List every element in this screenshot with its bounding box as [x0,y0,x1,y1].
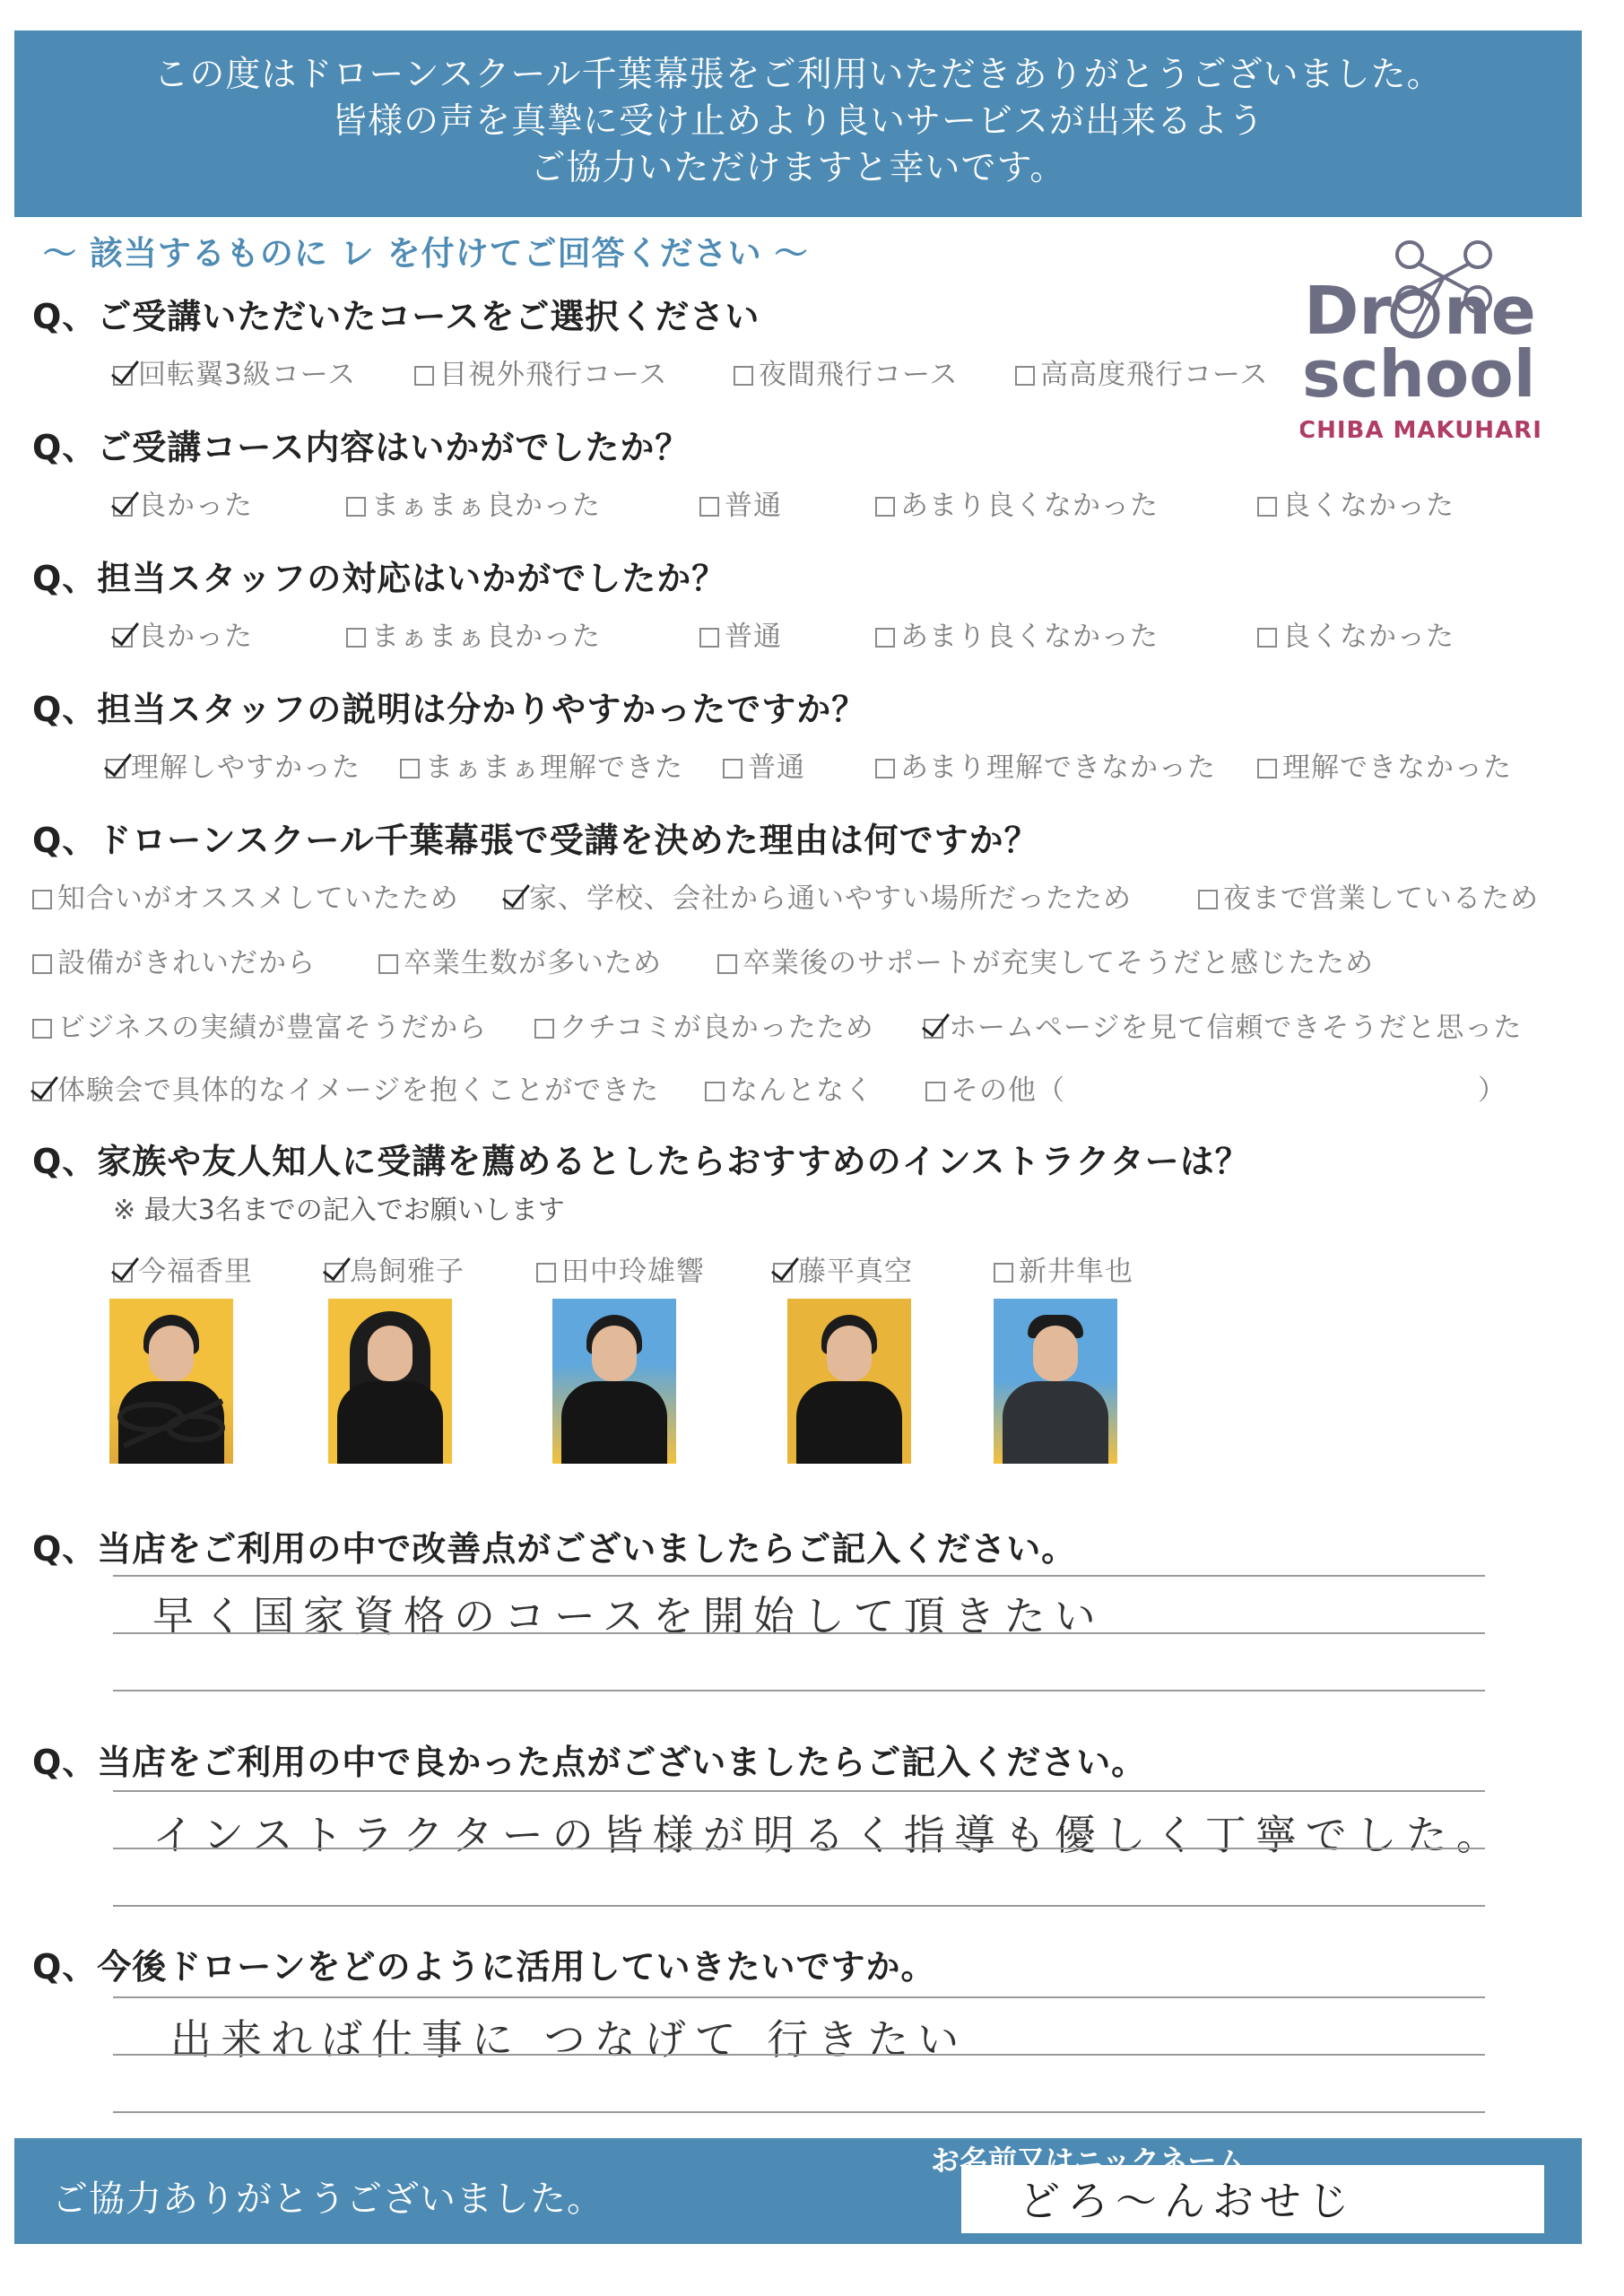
instructor-photo [552,1299,676,1464]
q3-option-label: 良くなかった [1282,621,1455,653]
instructor-name: 今福香里 [138,1256,253,1288]
q2-option-label: 普通 [725,490,782,522]
q3-checkbox[interactable] [1257,628,1277,648]
name-label: お名前又はニックネーム [931,2144,1246,2178]
q5-checkbox[interactable] [534,1019,554,1039]
instructor-option[interactable] [325,1248,465,1289]
answer-line [113,2054,1485,2056]
drone-logo-icon [1300,235,1542,450]
instructor-checkbox[interactable] [325,1263,344,1283]
answer-line [113,1690,1485,1692]
q5-option-label: 体験会で具体的なイメージを抱くことができた [57,1074,660,1107]
q3-checkbox[interactable] [346,628,366,648]
instructor-option[interactable] [536,1248,705,1289]
answer-line [113,2111,1485,2113]
q5-checkbox[interactable] [32,890,52,909]
q4-option[interactable] [875,744,1216,785]
q2-option[interactable] [699,483,782,523]
q5-option[interactable] [1198,875,1539,916]
instructor-option[interactable] [113,1248,253,1289]
q2-checkbox[interactable] [875,497,895,517]
q5-checkbox[interactable] [717,954,737,974]
q1-option[interactable] [734,352,958,392]
instructor-checkbox[interactable] [536,1263,556,1283]
q2-option-label: まぁまぁ良かった [371,490,601,522]
instructor-checkbox[interactable] [994,1263,1013,1283]
instructor-checkbox[interactable] [113,1263,133,1283]
q5-option[interactable] [32,940,316,980]
q4-option-label: 理解できなかった [1282,752,1512,784]
q2-option[interactable] [875,483,1159,523]
instructor-photo [328,1299,452,1464]
q5-option[interactable] [32,1004,487,1045]
instructor-photo [109,1299,233,1464]
q5-option-label: ビジネスの実績が豊富そうだから [57,1012,488,1044]
q5-checkbox[interactable] [924,1019,943,1039]
answer-line [113,1575,1485,1577]
q1-option[interactable] [414,352,667,392]
q8-question: Q、当店をご利用の中で良かった点がございましたらご記入ください。 [32,1743,1147,1782]
instructor-name: 田中玲雄響 [561,1256,705,1288]
q4-question: Q、担当スタッフの説明は分かりやすかったですか？ [32,690,867,729]
q5-option-label: ホームページを見て信頼できそうだと思った [949,1012,1523,1044]
footer-thanks: ご協力ありがとうございました。 [52,2179,604,2220]
q3-option[interactable] [1257,613,1455,654]
q5-checkbox[interactable] [32,1019,52,1039]
answer-line [113,1996,1485,1998]
header-line-2: 皆様の声を真摯に受け止めより良いサービスが出来るよう [331,101,1264,142]
q3-option-label: まぁまぁ良かった [371,621,601,653]
q9-question: Q、今後ドローンをどのように活用していきたいですか。 [32,1947,936,1987]
q3-checkbox[interactable] [699,628,719,648]
q3-option[interactable] [875,613,1159,654]
q4-checkbox[interactable] [106,759,126,778]
instructor-photo [994,1299,1117,1464]
instruction-text: ～ 該当するものに レ を付けてご回答ください ～ [43,234,809,273]
q2-checkbox[interactable] [346,497,366,517]
q4-option[interactable] [723,744,805,785]
answer-line [113,1632,1485,1634]
q5-option[interactable] [504,875,1132,916]
q5-checkbox[interactable] [705,1082,725,1101]
q4-checkbox[interactable] [875,759,895,778]
logo-word-dr: Dr [1304,273,1392,350]
q3-checkbox[interactable] [113,628,133,648]
q4-checkbox[interactable] [1257,759,1277,778]
q2-option-label: 良かった [138,490,253,522]
q1-option[interactable] [1015,352,1268,392]
q1-option-label: 高高度飛行コース [1040,359,1269,391]
q5-option[interactable] [717,940,1374,980]
drone-prop-icon [115,1392,228,1451]
q4-checkbox[interactable] [723,759,743,778]
q3-option[interactable] [113,613,253,654]
q3-option-label: 良かった [138,621,253,653]
q4-option-label: 理解しやすかった [131,752,360,784]
q4-option[interactable] [400,744,683,785]
q5-question: Q、ドローンスクール千葉幕張で受講を決めた理由は何ですか？ [32,821,1039,860]
q4-option-label: まぁまぁ理解できた [425,752,683,784]
instructor-name: 鳥飼雅子 [350,1256,465,1288]
q3-question: Q、担当スタッフの対応はいかがでしたか？ [32,559,727,598]
answer-line [113,1905,1485,1907]
logo-word-ne: ne [1444,273,1536,350]
q5-option[interactable] [705,1067,873,1108]
q1-checkbox[interactable] [414,366,434,386]
answer-line [113,1848,1485,1849]
q2-question: Q、ご受講コース内容はいかがでしたか？ [32,428,690,467]
q5-option[interactable] [32,1067,659,1108]
q1-checkbox[interactable] [734,366,753,386]
q5-option[interactable] [534,1004,874,1045]
instructor-option[interactable] [773,1248,913,1289]
q2-checkbox[interactable] [699,497,719,517]
q2-option[interactable] [113,483,253,523]
q1-option-label: 夜間飛行コース [759,359,959,391]
q2-option-label: 良くなかった [1282,490,1455,522]
logo-subtitle: CHIBA MAKUHARI [1300,417,1542,444]
q5-option-label: 夜まで営業しているため [1223,883,1539,915]
q4-checkbox[interactable] [400,759,420,778]
q5-option[interactable] [32,875,459,916]
logo-word-school: school [1302,336,1536,412]
q7-answer[interactable]: 早く国家資格のコースを開始して頂きたい [152,1592,1105,1640]
name-value[interactable]: どろ～んおせじ [1019,2177,1357,2225]
q2-option[interactable] [1257,483,1455,523]
q4-option-label: あまり理解できなかった [900,752,1216,784]
q4-option[interactable] [1257,744,1512,785]
instructor-photo [787,1299,911,1464]
q5-option-label: その他（ [951,1074,1065,1107]
drone-school-logo [1300,235,1542,450]
q3-option-label: 普通 [725,621,782,653]
header-line-3: ご協力いただけますと幸いです。 [530,148,1066,188]
q5-checkbox[interactable] [32,954,52,974]
q5-checkbox[interactable] [32,1082,52,1101]
q5-option-label: なんとなく [730,1074,873,1107]
footer-banner [14,2138,1582,2244]
q5-checkbox[interactable] [504,890,524,909]
q3-option[interactable] [346,613,601,654]
q5-option[interactable] [924,1004,1522,1045]
q2-checkbox[interactable] [1257,497,1277,517]
q9-answer[interactable]: 出来れば仕事に つなげて 行きたい [170,2015,968,2064]
header-banner [14,30,1582,217]
q4-option[interactable] [106,744,360,785]
q2-checkbox[interactable] [113,497,133,517]
q5-option-label: クチコミが良かったため [560,1012,874,1044]
q4-option-label: 普通 [748,752,805,784]
q3-checkbox[interactable] [875,628,895,648]
q5-checkbox[interactable] [925,1082,945,1101]
q1-checkbox[interactable] [1015,366,1035,386]
q6-note: ※ 最大3名までの記入でお願いします [113,1195,565,1226]
q5-other-close: ） [1478,1074,1507,1107]
q5-option-label: 卒業後のサポートが充実してそうだと感じたため [743,947,1374,979]
instructor-option[interactable] [994,1248,1133,1289]
instructor-checkbox[interactable] [773,1263,793,1283]
q1-option[interactable] [113,352,356,392]
q7-question: Q、当店をご利用の中で改善点がございましたらご記入ください。 [32,1529,1077,1569]
q5-option-label: 設備がきれいだから [57,947,316,979]
q6-question: Q、家族や友人知人に受講を薦めるとしたらおすすめのインストラクターは？ [32,1142,1250,1181]
q5-checkbox[interactable] [378,954,398,974]
q2-option[interactable] [346,483,601,523]
q1-question: Q、ご受講いただいたコースをご選択ください [32,297,760,336]
header-line-1: この度はドローンスクール千葉幕張をご利用いただきありがとうございました。 [153,55,1443,95]
q5-option-label: 知合いがオススメしていたため [57,883,459,915]
q5-checkbox[interactable] [1198,890,1218,909]
instructor-name: 新井隼也 [1019,1256,1133,1288]
instructor-name: 藤平真空 [798,1256,913,1288]
q8-answer[interactable]: インストラクターの皆様が明るく指導も優しく丁寧でした。 [152,1811,1507,1859]
q5-option[interactable] [378,940,662,980]
q5-option-label: 家、学校、会社から通いやすい場所だったため [529,883,1132,915]
q1-option-label: 目視外飛行コース [439,359,668,391]
q1-checkbox[interactable] [113,366,133,386]
q2-option-label: あまり良くなかった [900,490,1159,522]
q3-option[interactable] [699,613,782,654]
q5-option-label: 卒業生数が多いため [404,947,662,979]
q5-option-other[interactable] [925,1067,1065,1108]
answer-line [113,1790,1485,1792]
q3-option-label: あまり良くなかった [900,621,1159,653]
q1-option-label: 回転翼3級コース [138,359,357,391]
